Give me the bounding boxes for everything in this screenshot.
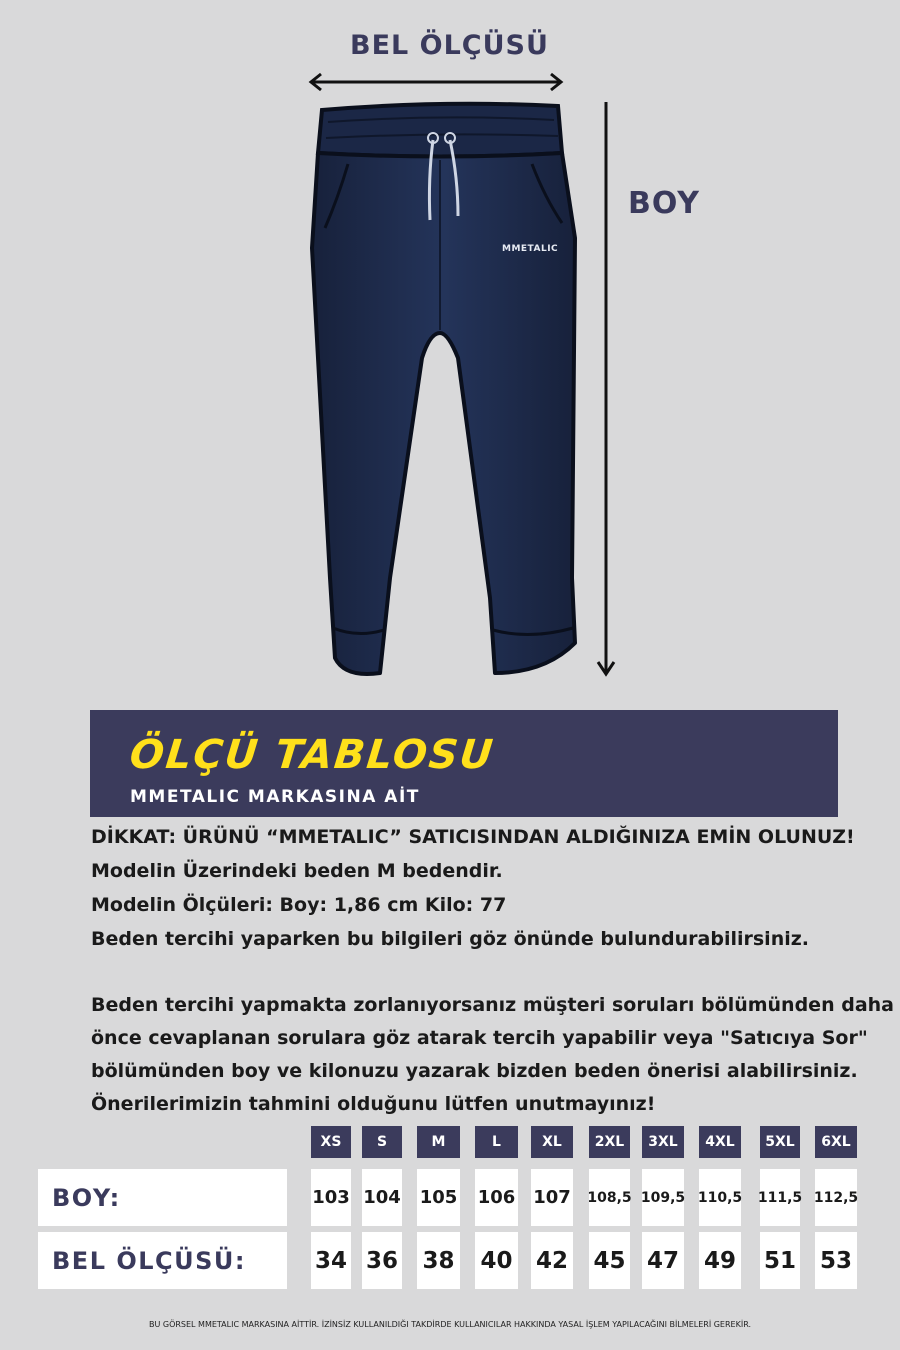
boy-cell-m: 105 xyxy=(417,1169,460,1226)
waist-arrow xyxy=(305,70,567,94)
model-measurements-line: Modelin Ölçüleri: Boy: 1,86 cm Kilo: 77 xyxy=(91,894,507,916)
pants-brand-print: MMETALIC xyxy=(502,244,559,254)
bel-cell-5xl: 51 xyxy=(760,1232,800,1289)
boy-cell-xl: 107 xyxy=(531,1169,573,1226)
bel-cell-s: 36 xyxy=(362,1232,402,1289)
boy-row-label: BOY: xyxy=(38,1169,287,1226)
boy-cell-3xl: 109,5 xyxy=(642,1169,684,1226)
banner-title: ÖLÇÜ TABLOSU xyxy=(127,732,497,778)
size-chart-banner xyxy=(90,710,838,817)
bel-cell-2xl: 45 xyxy=(589,1232,630,1289)
bel-cell-m: 38 xyxy=(417,1232,460,1289)
consider-info-line: Beden tercihi yaparken bu bilgileri göz önünde bulundurabilirsiniz. xyxy=(91,928,810,950)
advice-paragraph-line4: Önerilerimizin tahmini olduğunu lütfen unutmayınız! xyxy=(91,1093,656,1115)
size-header-6xl: 6XL xyxy=(815,1126,857,1158)
length-arrow xyxy=(593,98,619,680)
boy-cell-l: 106 xyxy=(475,1169,518,1226)
size-header-3xl: 3XL xyxy=(642,1126,684,1158)
boy-cell-5xl: 111,5 xyxy=(760,1169,800,1226)
advice-paragraph-line3: bölümünden boy ve kilonuzu yazarak bizden beden önerisi alabilirsiniz. xyxy=(91,1060,858,1082)
boy-cell-4xl: 110,5 xyxy=(699,1169,741,1226)
bel-cell-6xl: 53 xyxy=(815,1232,857,1289)
bel-cell-xs: 34 xyxy=(311,1232,351,1289)
size-header-4xl: 4XL xyxy=(699,1126,741,1158)
length-label: BOY xyxy=(628,186,701,221)
pants-illustration xyxy=(300,98,585,678)
banner-subtitle: MMETALIC MARKASINA AİT xyxy=(130,787,420,807)
size-header-m: M xyxy=(417,1126,460,1158)
copyright-footer: BU GÖRSEL MMETALIC MARKASINA AİTTİR. İZİNSİZ KULLANILDIĞI TAKDİRDE KULLANICILAR HAKKINDA YASAL İŞLEM YAPILACAĞINI BİLMELERİ GEREKİR. xyxy=(148,1320,752,1329)
bel-cell-4xl: 49 xyxy=(699,1232,741,1289)
model-size-line: Modelin Üzerindeki beden M bedendir. xyxy=(91,860,503,882)
advice-paragraph-line1: Beden tercihi yapmakta zorlanıyorsanız müşteri soruları bölümünden daha xyxy=(91,994,894,1016)
bel-cell-3xl: 47 xyxy=(642,1232,684,1289)
notice-line: DİKKAT: ÜRÜNÜ “MMETALIC” SATICISINDAN ALDIĞINIZA EMİN OLUNUZ! xyxy=(91,826,855,848)
bel-cell-l: 40 xyxy=(475,1232,518,1289)
size-header-2xl: 2XL xyxy=(589,1126,630,1158)
boy-cell-s: 104 xyxy=(362,1169,402,1226)
waist-label: BEL ÖLÇÜSÜ xyxy=(350,30,549,61)
size-header-l: L xyxy=(475,1126,518,1158)
size-header-s: S xyxy=(362,1126,402,1158)
boy-cell-xs: 103 xyxy=(311,1169,351,1226)
size-header-5xl: 5XL xyxy=(760,1126,800,1158)
boy-cell-6xl: 112,5 xyxy=(815,1169,857,1226)
boy-cell-2xl: 108,5 xyxy=(589,1169,630,1226)
bel-row-label: BEL ÖLÇÜSÜ: xyxy=(38,1232,287,1289)
size-header-xs: XS xyxy=(311,1126,351,1158)
size-header-xl: XL xyxy=(531,1126,573,1158)
bel-cell-xl: 42 xyxy=(531,1232,573,1289)
advice-paragraph-line2: önce cevaplanan sorulara göz atarak tercih yapabilir veya "Satıcıya Sor" xyxy=(91,1027,868,1049)
